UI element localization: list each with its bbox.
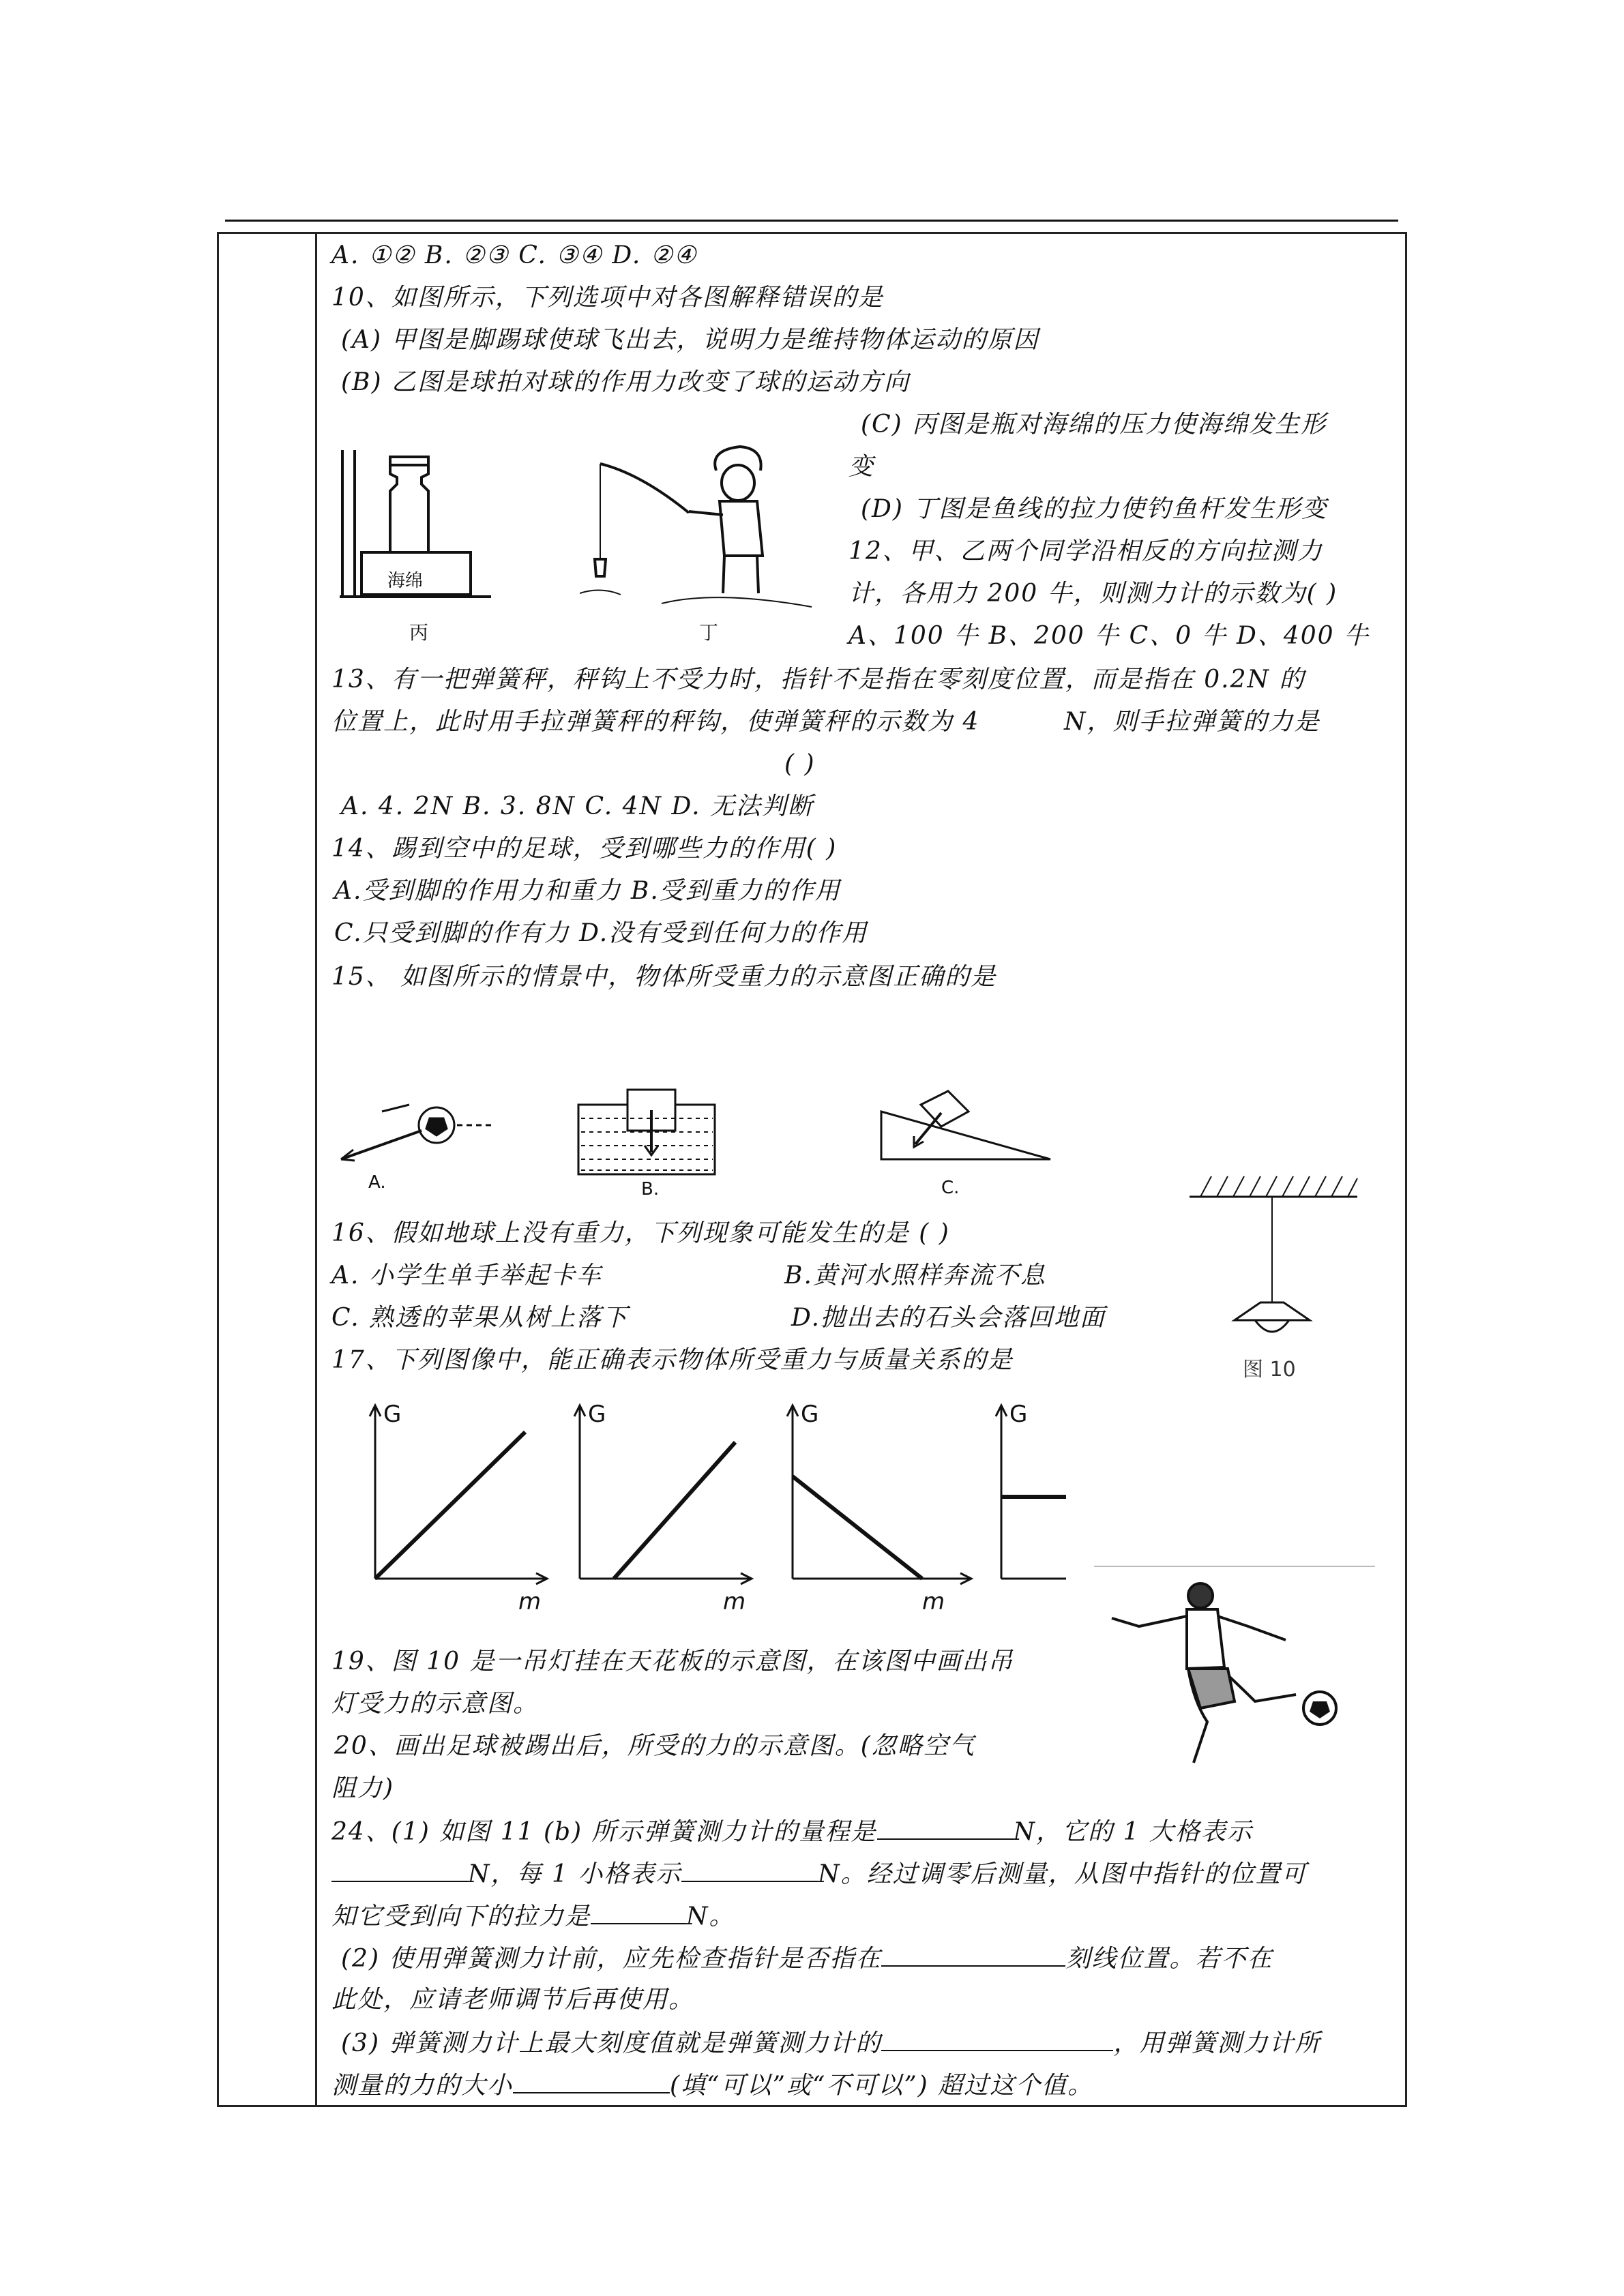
q24-pull-force-blank[interactable] bbox=[591, 1900, 686, 1924]
fishing-rod bbox=[600, 464, 689, 513]
graph-a-xlabel: m bbox=[518, 1588, 542, 1615]
q24-line4-text-a: (2) 使用弹簧测力计前，应先检查指针是否指在 bbox=[341, 1945, 882, 1973]
q12-line1: 12、甲、乙两个同学沿相反的方向拉测力 bbox=[848, 537, 1323, 565]
q24-line2 bbox=[331, 1858, 1308, 1890]
q19-line2: 灯受力的示意图。 bbox=[331, 1690, 540, 1718]
q24-minor-division-blank[interactable] bbox=[681, 1858, 818, 1882]
q15-label-a: A. bbox=[368, 1172, 386, 1193]
fisherman-head bbox=[722, 465, 754, 501]
q24-line1-text-b: N，它的 1 大格表示 bbox=[1013, 1818, 1253, 1846]
fisherman-hat bbox=[715, 447, 761, 471]
player-left-arm bbox=[1112, 1616, 1187, 1626]
q24-line3 bbox=[331, 1900, 735, 1933]
q15-figure-b bbox=[573, 1084, 730, 1200]
figure-ding-fisherman bbox=[580, 436, 825, 648]
q15-figure-c bbox=[873, 1084, 1071, 1200]
ding-label: 丁 bbox=[699, 621, 719, 644]
q12-line2: 计，各用力 200 牛，则测力计的示数为( ) bbox=[848, 580, 1338, 608]
q9-options: A. ①② B. ②③ C. ③④ D. ②④ bbox=[331, 241, 698, 269]
incline bbox=[881, 1112, 1050, 1159]
graph-a-ylabel: G bbox=[383, 1401, 402, 1428]
block-c bbox=[921, 1091, 969, 1127]
graph-c-line bbox=[793, 1476, 922, 1579]
q24-line6 bbox=[341, 2027, 1320, 2059]
q16-option-d: D.抛出去的石头会落回地面 bbox=[791, 1304, 1106, 1332]
sponge-label: 海绵 bbox=[387, 571, 424, 591]
fisherman-legs bbox=[723, 556, 758, 593]
q14-stem: 14、踢到空中的足球，受到哪些力的作用( ) bbox=[331, 835, 838, 863]
q12-options: A、100 牛 B、200 牛 C、0 牛 D、400 牛 bbox=[848, 622, 1370, 650]
lamp-shade bbox=[1235, 1302, 1310, 1320]
q19-line1: 19、图 10 是一吊灯挂在天花板的示意图，在该图中画出吊 bbox=[331, 1648, 1014, 1675]
q16-option-c: C. 熟透的苹果从树上落下 bbox=[331, 1304, 629, 1332]
q10-stem: 10、如图所示，下列选项中对各图解释错误的是 bbox=[331, 284, 884, 312]
q24-range-blank[interactable] bbox=[877, 1815, 1014, 1840]
q10-option-d: (D) 丁图是鱼线的拉力使钓鱼杆发生形变 bbox=[861, 495, 1328, 523]
graph-c bbox=[787, 1401, 971, 1615]
q24-major-division-blank[interactable] bbox=[331, 1858, 468, 1882]
q14-options-cd: C.只受到脚的作有力 D.没有受到任何力的作用 bbox=[334, 919, 868, 947]
q24-line3-text-b: N。 bbox=[686, 1903, 735, 1930]
gravity-arrow-a bbox=[341, 1131, 422, 1159]
bottle bbox=[390, 457, 428, 552]
q24-line4 bbox=[341, 1942, 1273, 1975]
fig10-caption: 图 10 bbox=[1243, 1358, 1296, 1382]
q24-line1-text-a: 24、(1) 如图 11 (b) 所示弹簧测力计的量程是 bbox=[331, 1818, 877, 1846]
q17-graphs bbox=[355, 1401, 1071, 1620]
q24-line7-text-b: (填“可以”或“不可以”) 超过这个值。 bbox=[670, 2072, 1094, 2100]
q16-option-b: B.黄河水照样奔流不息 bbox=[784, 1262, 1046, 1289]
figure-football-player bbox=[1091, 1565, 1378, 1770]
fisherman-body bbox=[720, 501, 763, 556]
player-right-arm bbox=[1217, 1616, 1286, 1640]
graph-b-line bbox=[614, 1442, 735, 1579]
q24-line1 bbox=[331, 1815, 1253, 1848]
q15-figure-a bbox=[334, 1084, 505, 1193]
q13-line3: ( ) bbox=[784, 750, 816, 778]
q24-line7 bbox=[331, 2069, 1093, 2102]
q17-stem: 17、下列图像中，能正确表示物体所受重力与质量关系的是 bbox=[331, 1346, 1014, 1374]
graph-b-xlabel: m bbox=[723, 1588, 746, 1615]
figure-bing-bottle-sponge bbox=[334, 436, 498, 648]
q13-line2a: 位置上，此时用手拉弹簧秤的秤钩，使弹簧秤的示数为 4 bbox=[331, 708, 980, 736]
q13-line2b: N，则手拉弹簧的力是 bbox=[1064, 708, 1320, 736]
gravity-arrow-c bbox=[915, 1113, 941, 1144]
player-shirt bbox=[1187, 1609, 1224, 1669]
graph-a-line bbox=[375, 1432, 525, 1579]
q10-option-c-line1: (C) 丙图是瓶对海绵的压力使海绵发生形 bbox=[861, 411, 1327, 438]
q24-line3-text-a: 知它受到向下的拉力是 bbox=[331, 1903, 591, 1930]
q10-option-c-line2: 变 bbox=[848, 453, 875, 481]
q13-options: A. 4. 2N B. 3. 8N C. 4N D. 无法判断 bbox=[341, 792, 814, 820]
q24-line2-text-a: N，每 1 小格表示 bbox=[468, 1860, 682, 1888]
q20-line1: 20、画出足球被踢出后，所受的力的示意图。(忽略空气 bbox=[334, 1732, 975, 1760]
q24-line6-text-b: ，用弹簧测力计所 bbox=[1113, 2029, 1321, 2057]
graph-a bbox=[370, 1401, 547, 1615]
q10-option-b: (B) 乙图是球拍对球的作用力改变了球的运动方向 bbox=[341, 368, 910, 396]
q10-option-a: (A) 甲图是脚踢球使球飞出去，说明力是维持物体运动的原因 bbox=[341, 326, 1039, 354]
q24-line4-text-b: 刻线位置。若不在 bbox=[1065, 1945, 1273, 1973]
q15-label-b: B. bbox=[641, 1179, 660, 1199]
bing-label: 丙 bbox=[409, 621, 429, 644]
q20-line2: 阻力) bbox=[331, 1774, 395, 1802]
q24-zero-mark-blank[interactable] bbox=[881, 1942, 1065, 1967]
graph-c-xlabel: m bbox=[922, 1588, 945, 1615]
graph-c-ylabel: G bbox=[801, 1401, 819, 1428]
player-head bbox=[1188, 1583, 1213, 1608]
q24-max-value-blank[interactable] bbox=[881, 2027, 1113, 2051]
float bbox=[595, 559, 606, 576]
graph-d bbox=[996, 1401, 1066, 1579]
graph-b-ylabel: G bbox=[588, 1401, 606, 1428]
q13-line1: 13、有一把弹簧秤，秤钩上不受力时，指针不是指在零刻度位置，而是指在 0.2N 的 bbox=[331, 666, 1305, 694]
q15-stem: 15、 如图所示的情景中，物体所受重力的示意图正确的是 bbox=[331, 963, 997, 991]
q24-can-exceed-blank[interactable] bbox=[513, 2069, 670, 2093]
table-column-divider bbox=[315, 232, 317, 2107]
q16-option-a: A. 小学生单手举起卡车 bbox=[331, 1262, 602, 1289]
q14-options-ab: A.受到脚的作用力和重力 B.受到重力的作用 bbox=[334, 877, 841, 905]
graph-b bbox=[574, 1401, 752, 1615]
graph-d-ylabel: G bbox=[1009, 1401, 1028, 1428]
lamp-bulb bbox=[1255, 1320, 1289, 1332]
header-rule bbox=[225, 220, 1398, 222]
q24-line7-text-a: 测量的力的大小 bbox=[331, 2072, 514, 2100]
q24-line6-text-a: (3) 弹簧测力计上最大刻度值就是弹簧测力计的 bbox=[341, 2029, 882, 2057]
q16-stem: 16、假如地球上没有重力，下列现象可能发生的是 ( ) bbox=[331, 1219, 950, 1247]
q24-line5: 此处，应请老师调节后再使用。 bbox=[331, 1986, 695, 2014]
figure-10-hanging-lamp bbox=[1187, 1159, 1371, 1391]
q15-label-c: C. bbox=[941, 1178, 960, 1198]
q24-line2-text-b: N。经过调零后测量，从图中指针的位置可 bbox=[818, 1860, 1308, 1888]
